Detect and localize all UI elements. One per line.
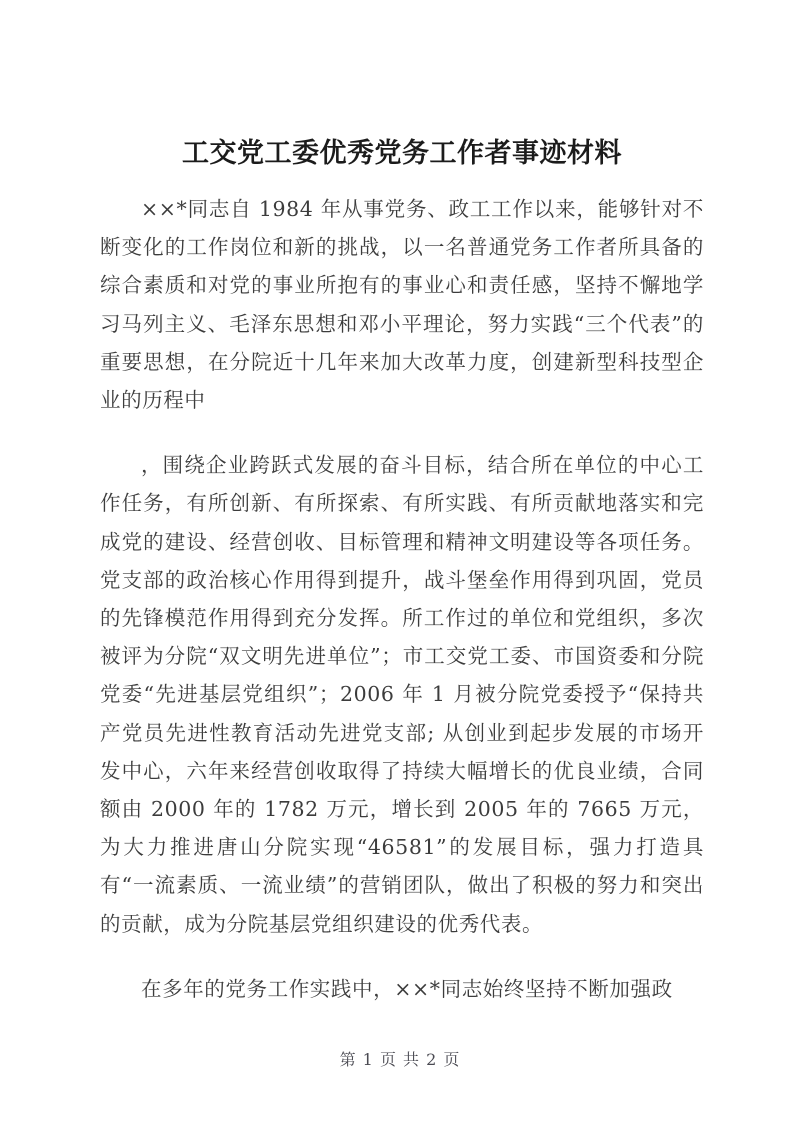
body-paragraph-3: 在多年的党务工作实践中，××*同志始终坚持不断加强政 <box>141 976 673 1001</box>
page-footer: 第 1 页 共 2 页 <box>339 1050 461 1069</box>
body-paragraph-1: ××*同志自 1984 年从事党务、政工工作以来，能够针对不断变化的工作岗位和新的挑战，以一名普通党务工作者所具备的综合素质和对党的事业所抱有的事业心和责任感，坚持不懈地学习马列主义、毛泽东思想和邓小平理论，努力实践“三个代表”的重要思想，在分院近十几年来加大改革力度，创建新型科技型企业的历程中 <box>100 197 704 413</box>
page-title: 工交党工委优秀党务工作者事迹材料 <box>182 138 622 169</box>
body-paragraph-2: ，围绕企业跨跃式发展的奋斗目标，结合所在单位的中心工作任务，有所创新、有所探索、有所实践、有所贡献地落实和完成党的建设、经营创收、目标管理和精神文明建设等各项任务。党支部的政治核心作用得到提升，战斗堡垒作用得到巩固，党员的先锋模范作用得到充分发挥。所工作过的单位和党组织，多次被评为分院“双文明先进单位”；市工交党工委、市国资委和分院党委“先进基层党组织”；2006 年 1 月被分院党委授予“保持共产党员先进性教育活动先进党支部; 从创业到起步发展的市场开发中心，六年来经营创收取得了持续大幅增长的优良业绩，合同额由 2000 年的 1782 万元，增长到 2005 年的 7665 万元，为大力推进唐山分院实现“46581”的发展目标，强力打造具有“一流素质、一流业绩”的营销团队，做出了积极的努力和突出的贡献，成为分院基层党组织建设的优秀代表。 <box>100 453 704 936</box>
document-body <box>100 134 704 1008</box>
